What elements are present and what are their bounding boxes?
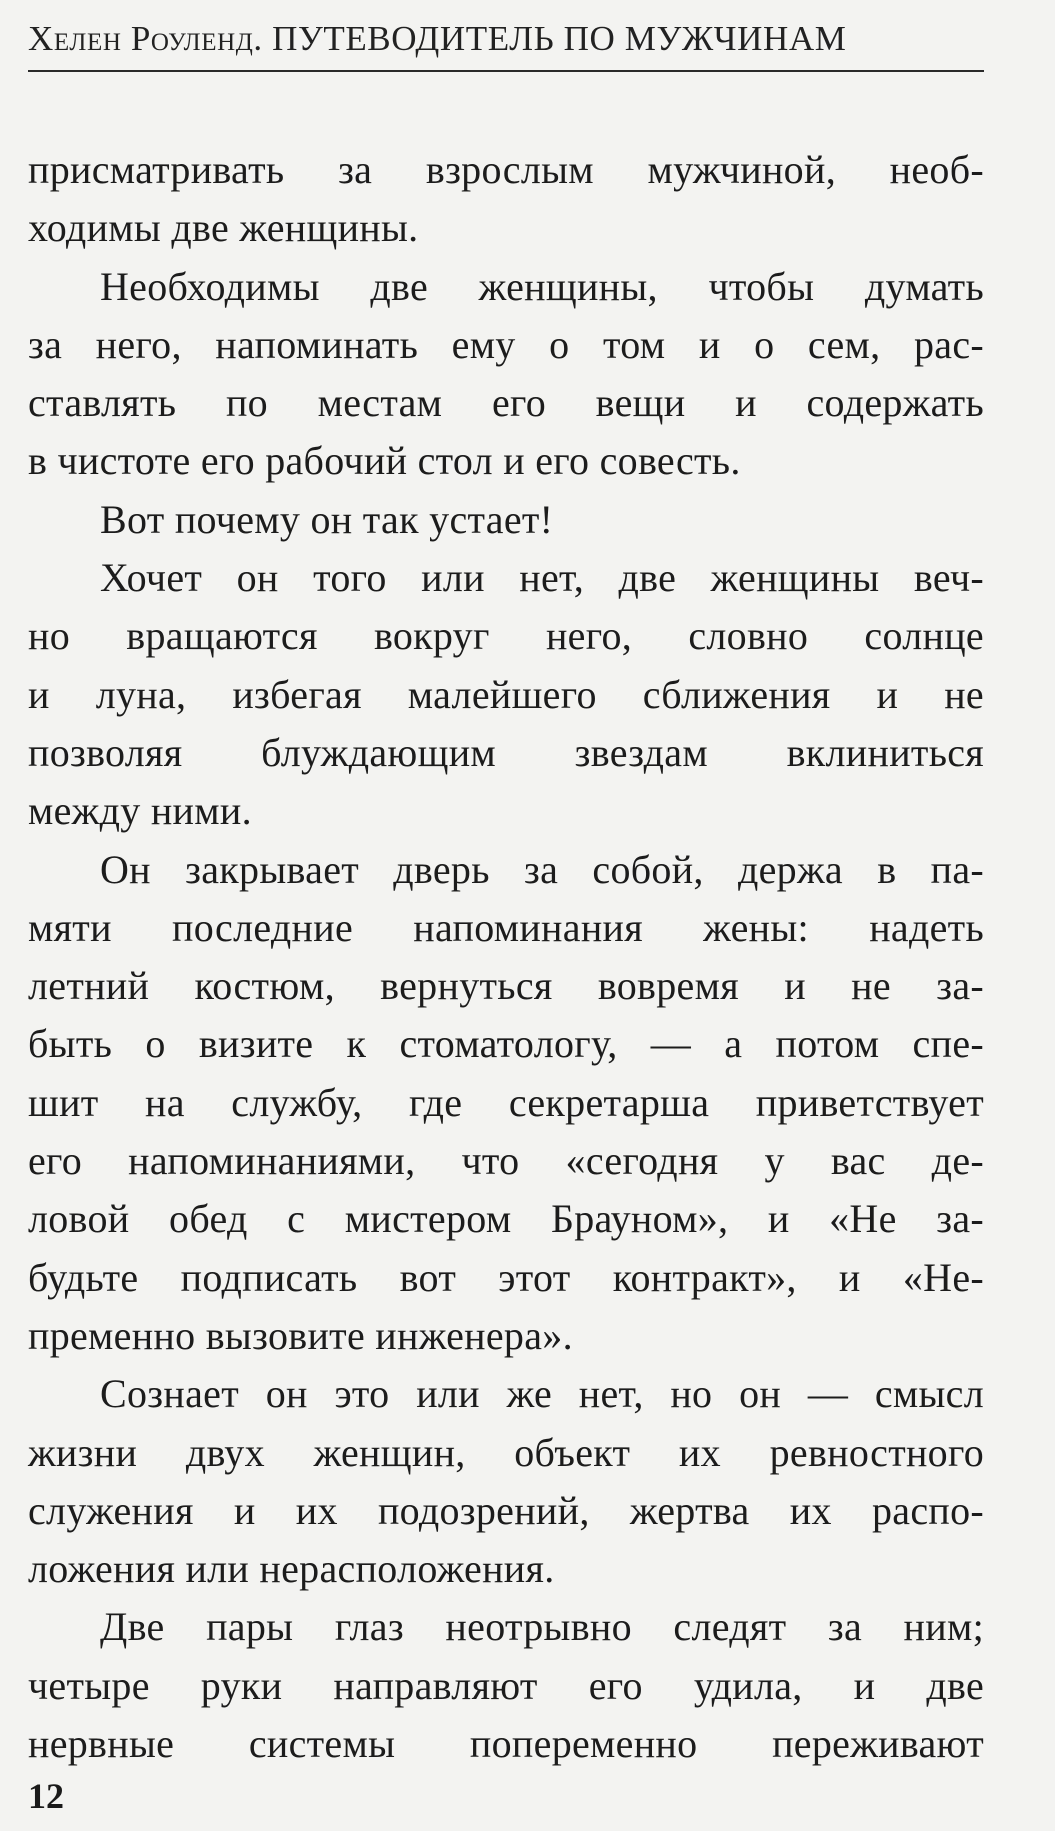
text-line: шит на службу, где секретарша приветствует	[28, 1079, 984, 1125]
text-line: жизни двух женщин, объект их ревностного	[28, 1429, 984, 1475]
header-author: Хелен Роуленд.	[28, 19, 263, 58]
text-line: ловой обед с мистером Брауном», и «Не за-	[28, 1196, 984, 1242]
text-line: присматривать за взрослым мужчиной, необ-	[28, 147, 984, 192]
text-line: быть о визите к стоматологу, — а потом спе-	[28, 1021, 984, 1067]
text-line: позволяя блуждающим звездам вклиниться	[28, 729, 984, 775]
text-line: и луна, избегая малейшего сближения и не	[28, 671, 984, 717]
running-header	[28, 14, 983, 64]
text-line: летний костюм, вернуться вовремя и не за-	[28, 963, 984, 1009]
text-line: служения и их подозрений, жертва их распо-	[28, 1487, 984, 1533]
header-rule	[28, 70, 984, 72]
text-line: ложения или нерасположения.	[28, 1546, 555, 1592]
header-title: ПУТЕВОДИТЕЛЬ ПО МУЖЧИНАМ	[272, 19, 847, 58]
text-line: за него, напоминать ему о том и о сем, рас-	[28, 321, 984, 367]
text-line: мяти последние напоминания жены: надеть	[28, 904, 984, 950]
text-line: в чистоте его рабочий стол и его совесть.	[28, 438, 741, 484]
text-line: будьте подписать вот этот контракт», и «Не-	[28, 1254, 984, 1300]
text-line: между ними.	[28, 788, 252, 834]
text-line: четыре руки направляют его удила, и две	[28, 1662, 984, 1708]
body-text	[28, 141, 984, 1773]
text-line: Необходимы две женщины, чтобы думать	[100, 263, 984, 309]
text-line: ходимы две женщины.	[28, 205, 419, 251]
text-line: ставлять по местам его вещи и содержать	[28, 380, 984, 426]
text-line: Он закрывает дверь за собой, держа в па-	[100, 846, 984, 892]
text-line: но вращаются вокруг него, словно солнце	[28, 613, 984, 659]
text-line: Вот почему он так устает!	[100, 496, 554, 542]
page-number: 12	[28, 1776, 64, 1816]
text-line: Хочет он того или нет, две женщины веч-	[100, 555, 984, 601]
text-line: пременно вызовите инженера».	[28, 1312, 573, 1358]
text-line: Сознает он это или же нет, но он — смысл	[100, 1371, 984, 1417]
text-line: нервные системы попеременно переживают	[28, 1721, 984, 1767]
text-line: Две пары глаз неотрывно следят за ним;	[100, 1604, 984, 1650]
text-line: его напоминаниями, что «сегодня у вас де-	[28, 1138, 984, 1184]
